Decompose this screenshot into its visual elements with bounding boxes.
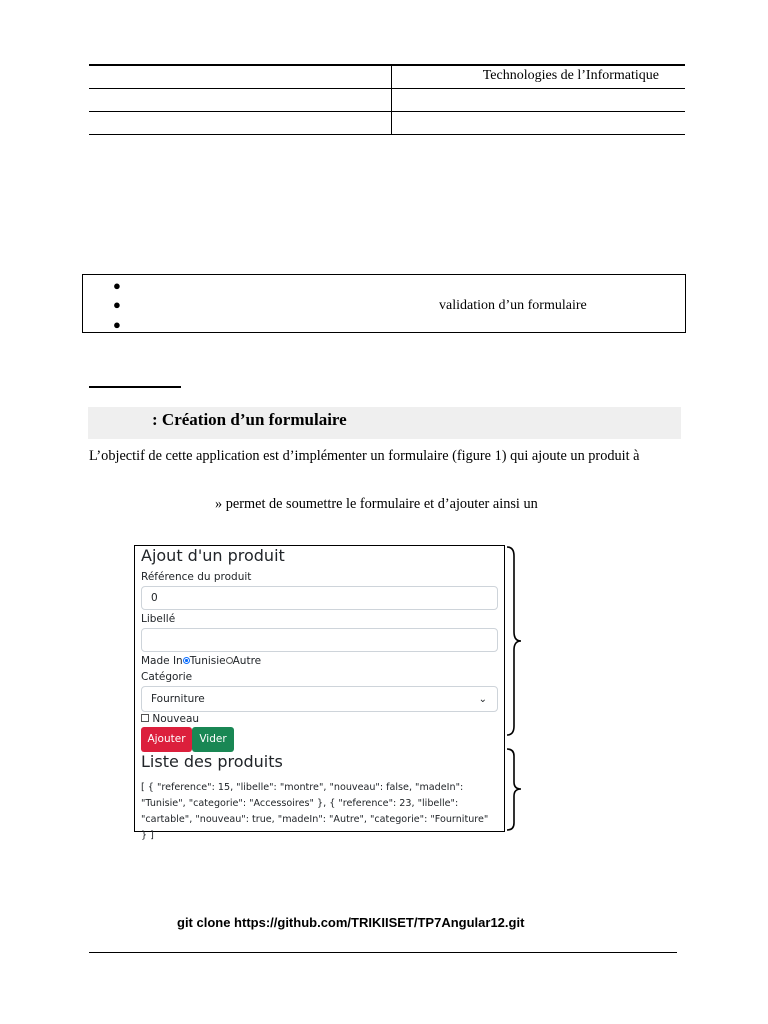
nouveau-label: Nouveau: [152, 713, 200, 725]
section-underline: [89, 386, 181, 388]
header-row-1: [89, 66, 685, 89]
made-in-label: Made In: [141, 655, 183, 667]
product-list-json: [ { "reference": 15, "libelle": "montre", "nouveau": false, "madeIn": "Tunisie", "categorie": "Accessoires" }, { "reference": 23, "libelle": "cartable", "nouveau": true, "madeIn": "Autre", "categorie": "Fourniture" } ]: [141, 782, 489, 841]
objective-item: validation d’un formulaire: [439, 298, 587, 313]
bullet-icon: ●: [113, 278, 121, 293]
categorie-select[interactable]: [141, 686, 498, 712]
bullet-icon: ●: [113, 317, 121, 332]
footer-rule: [89, 952, 677, 953]
paragraph-2: » permet de soumettre le formulaire et d’ajouter ainsi un: [215, 496, 538, 512]
git-command: git clone https://github.com/TRIKIISET/TP7Angular12.git: [177, 915, 525, 930]
chevron-down-icon: ⌄: [478, 694, 487, 705]
section-heading: [88, 407, 681, 439]
radio-tunisie-label: Tunisie: [189, 655, 226, 667]
form-title: Ajout d'un produit: [141, 546, 285, 565]
paragraph-1: L’objectif de cette application est d’implémenter un formulaire (figure 1) qui ajoute un produit à: [89, 448, 640, 464]
radio-autre[interactable]: [226, 657, 233, 664]
radio-tunisie[interactable]: [183, 657, 190, 664]
made-in-row: [141, 655, 261, 667]
libelle-input[interactable]: [141, 628, 498, 652]
institution-name: Technologies de l’Informatique: [482, 68, 659, 83]
header-table: [89, 64, 685, 135]
objectives-box: [82, 274, 686, 333]
header-row-3: [89, 112, 685, 135]
header-row-2: [89, 89, 685, 112]
nouveau-checkbox[interactable]: [141, 714, 149, 722]
nouveau-row: [141, 713, 199, 725]
figure-app-screenshot: [134, 545, 505, 841]
categorie-value: Fourniture: [151, 693, 205, 705]
list-title: Liste des produits: [141, 752, 283, 771]
radio-autre-label: Autre: [232, 655, 262, 667]
clear-button[interactable]: Vider: [192, 727, 234, 752]
categorie-label: Catégorie: [141, 671, 193, 683]
brace-icon: [506, 748, 522, 831]
libelle-label: Libellé: [141, 613, 176, 625]
reference-label: Référence du produit: [141, 571, 252, 583]
bullet-icon: ●: [113, 297, 121, 312]
section-title: : Création d’un formulaire: [152, 410, 347, 429]
add-button[interactable]: Ajouter: [141, 727, 192, 752]
reference-input[interactable]: 0: [141, 586, 498, 610]
brace-icon: [506, 546, 522, 736]
